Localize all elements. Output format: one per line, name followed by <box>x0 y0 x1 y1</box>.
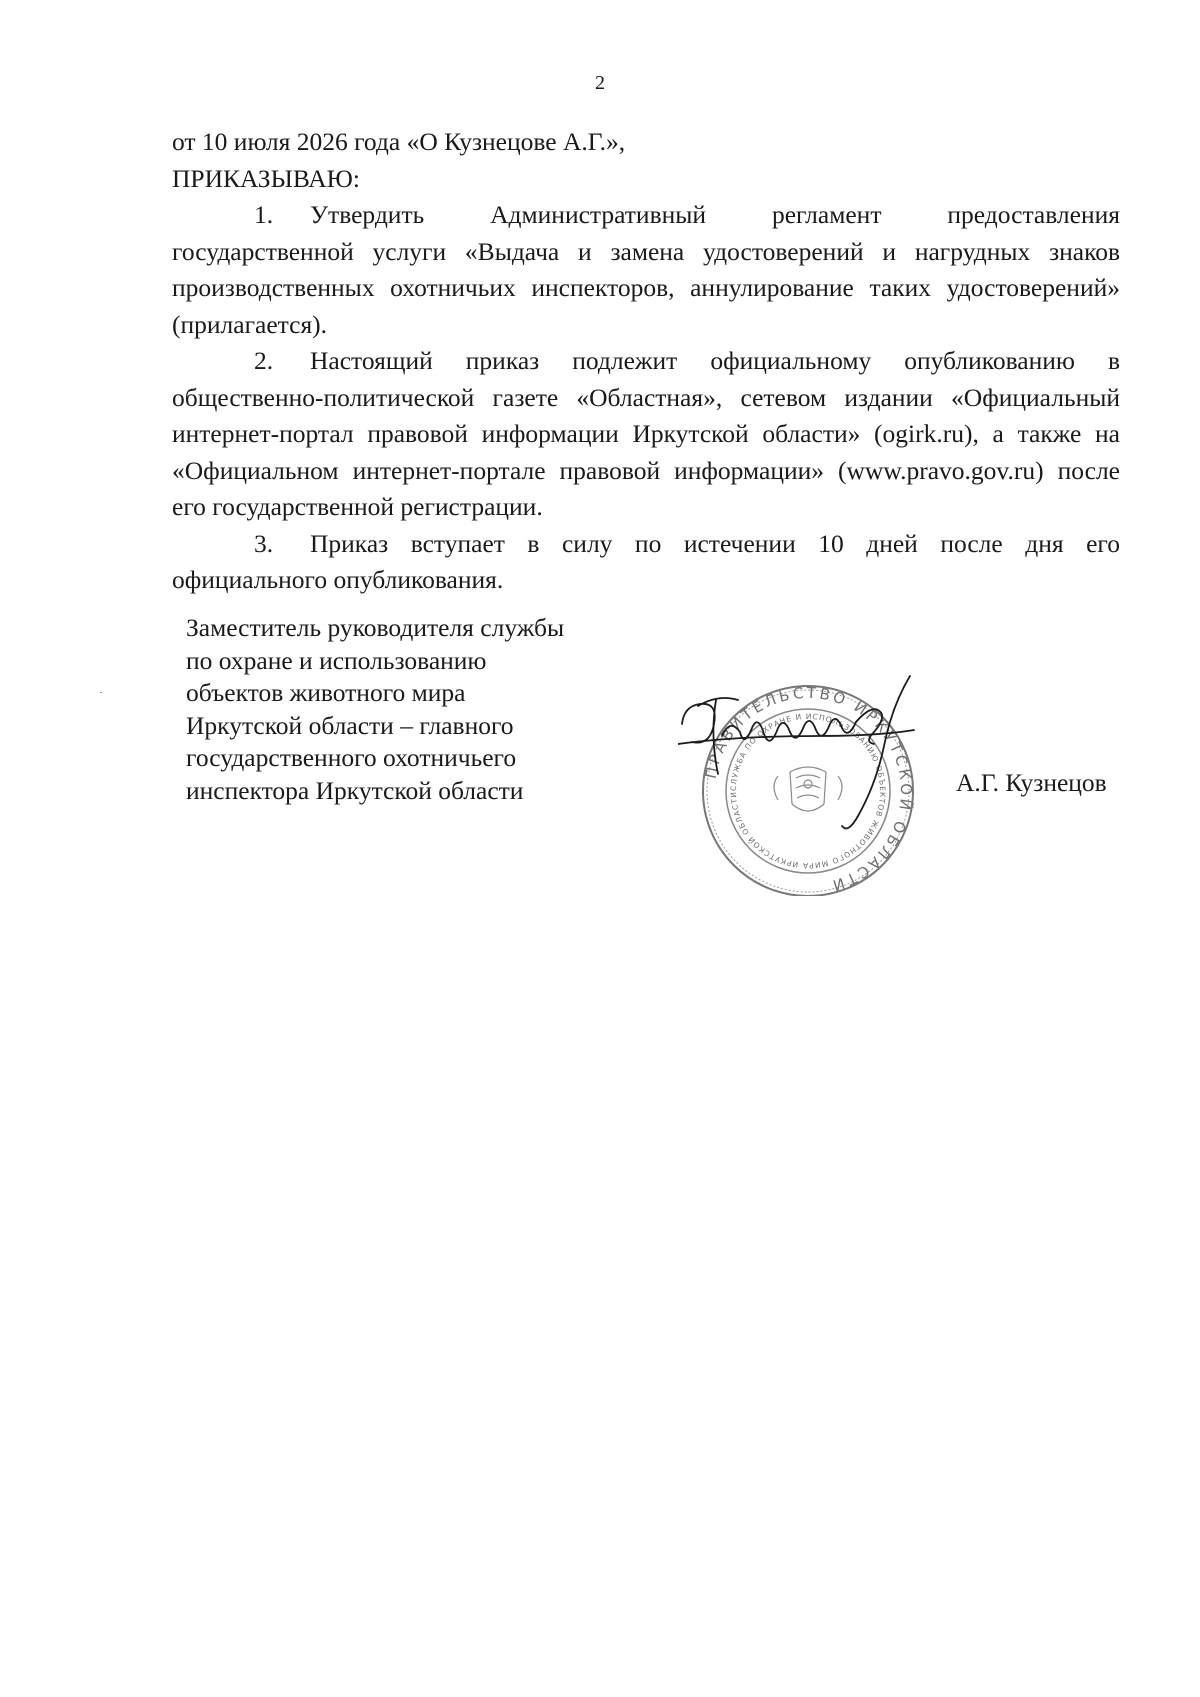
document-body <box>172 124 1120 599</box>
item-number: 3. <box>254 528 274 558</box>
seal-outer-text: ПРАВИТЕЛЬСТВО ИРКУТСКОЙ ОБЛАСТИ <box>701 683 916 896</box>
item-text: Утвердить Административный регламент предоставления государственной услуги «Выдача и замена удостоверений и нагрудных знаков производственных охотничьих инспекторов, аннулирование таких удостоверений» (прилагается). <box>172 200 1120 339</box>
scan-artifact <box>100 692 102 693</box>
signatory-name: А.Г. Кузнецов <box>956 768 1107 797</box>
order-heading: ПРИКАЗЫВАЮ: <box>172 163 360 193</box>
order-item-3 <box>172 526 1120 599</box>
item-number: 1. <box>254 200 274 229</box>
position-line: по охране и использованию <box>186 645 487 675</box>
coat-of-arms-emblem <box>774 767 842 811</box>
signatory-position <box>186 612 646 807</box>
order-item-1 <box>172 197 1120 343</box>
seal-inner-text: СЛУЖБА ПО ОХРАНЕ И ИСПОЛЬЗОВАНИЮ ОБЪЕКТОВ ЖИВОТНОГО МИРА ИРКУТСКОЙ ОБЛАСТИ <box>728 711 888 871</box>
seal-and-signature <box>678 666 938 896</box>
position-line: Иркутской области – главного <box>186 710 514 740</box>
position-line: инспектора Иркутской области <box>186 775 524 805</box>
position-line: государственного охотничьего <box>186 743 517 772</box>
item-text: Приказ вступает в силу по истечении 10 дней после дня его официального опубликования. <box>172 528 1120 594</box>
page-number: 2 <box>595 72 605 94</box>
official-seal <box>702 684 916 896</box>
item-text: Настоящий приказ подлежит официальному опубликованию в общественно-политической газете «Областная», сетевом издании «Официальный интернет-портал правовой информации Иркутской области» (ogirk.ru), а также на «Официальном интернет-портале правовой информации» (www.pravo.gov.ru) после его государственной регистрации. <box>172 346 1120 521</box>
position-line: объектов животного мира <box>186 678 466 707</box>
order-item-2 <box>172 343 1120 526</box>
reference-line: от 10 июля 2026 года «О Кузнецове А.Г.», <box>172 127 626 156</box>
position-line: Заместитель руководителя службы <box>186 613 565 642</box>
item-number: 2. <box>254 346 274 375</box>
